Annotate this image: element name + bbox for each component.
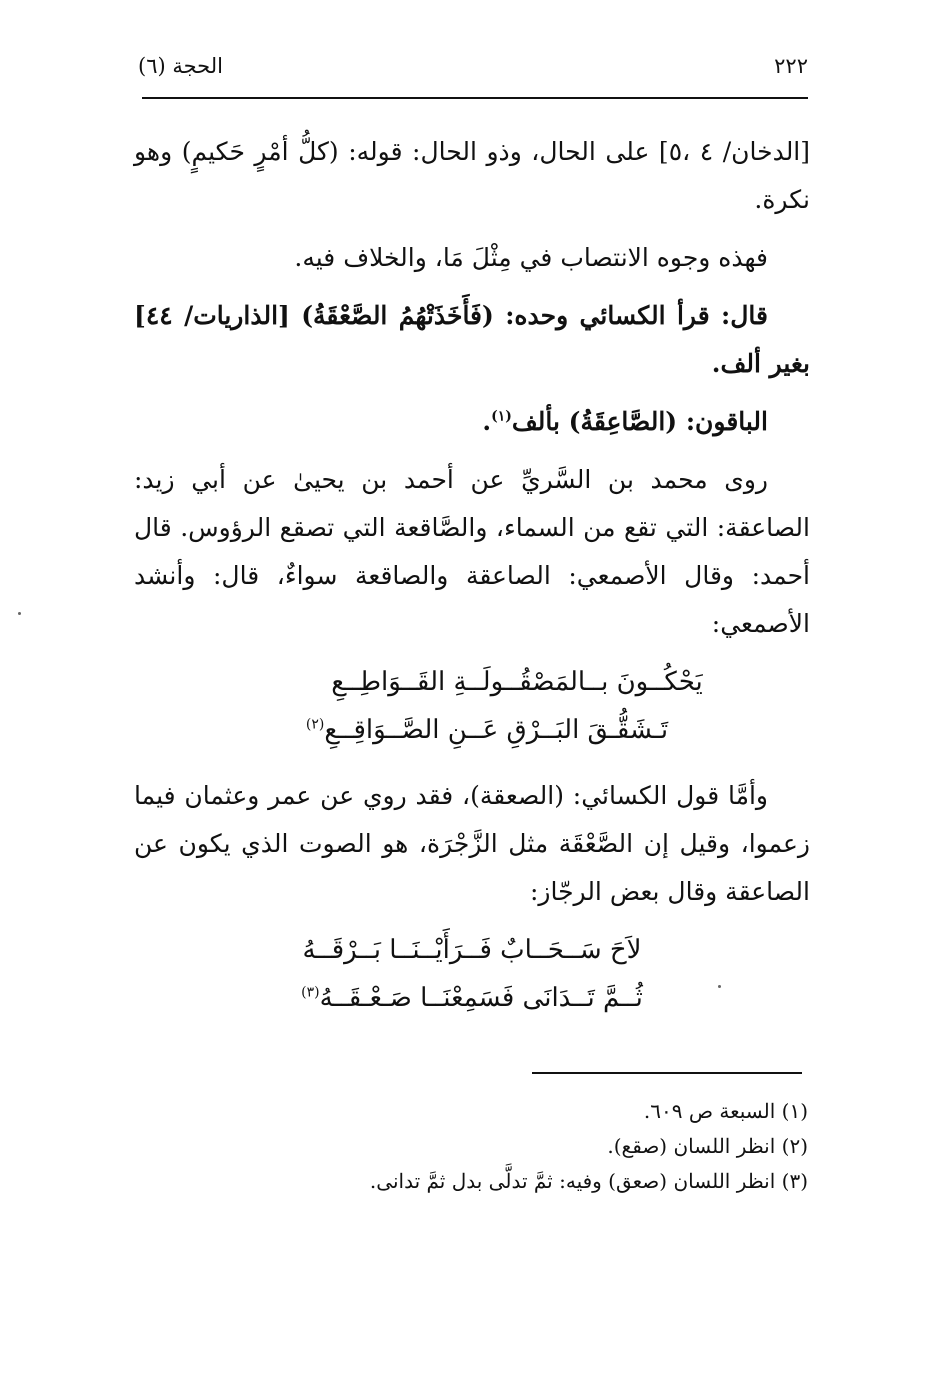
verse-1-line-2-text: تَـشَقُّـقَ البَــرْقِ عَــنِ الصَّــوَاقِــعِ: [324, 715, 669, 745]
footnote-ref-2: (٢): [305, 716, 325, 733]
page-number: ٢٢٢: [774, 54, 808, 78]
footnote-rule: [532, 1072, 802, 1074]
footnote-3: (٣) انظر اللسان (صعق) وفيه: ثمَّ تدلَّى بدل ثمَّ تدانى.: [369, 1169, 808, 1193]
footnotes: [134, 1094, 808, 1199]
paragraph-4-others-reading: [134, 398, 810, 446]
scan-speck: [18, 612, 21, 615]
scan-speck: [718, 985, 721, 988]
footnote-ref-3: (٣): [301, 984, 320, 1001]
verse-1-line-1: يَحْكُــونَ بــالمَصْقُــولَــةِ القَــوَاطِــعِ: [331, 667, 703, 697]
footnote-1: (١) السبعة ص ٦٠٩.: [643, 1099, 808, 1123]
footnote-ref-1: (١): [491, 408, 512, 425]
verse-2-line-2: [134, 974, 810, 1022]
header-rule: [142, 97, 808, 99]
verse-1: [134, 658, 810, 754]
paragraph-5: روى محمد بن السَّريِّ عن أحمد بن يحيىٰ عن أبي زيد: الصاعقة: التي تقع من السماء، والصَّاقعة التي تصقع الرؤوس. قال أحمد: وقال الأصمعي: الصاعقة والصاقعة سواءٌ، قال: وأنشد الأصمعي:: [134, 465, 810, 638]
running-title: الحجة (٦): [138, 54, 223, 78]
paragraph-1: [الدخان/ ٤ ،٥] على الحال، وذو الحال: قوله: (كلُّ أمْرٍ حَكيمٍ) وهو نكرة.: [134, 137, 811, 214]
paragraph-4-end: .: [482, 407, 492, 436]
paragraph-4-text: الباقون: (الصَّاعِقَةُ) بألف: [511, 407, 768, 436]
paragraph-2: فهذه وجوه الانتصاب في مِثْلَ مَا، والخلاف فيه.: [294, 243, 768, 272]
verse-2-line-2-text: ثُــمَّ تَــدَانَى فَسَمِعْنَــا صَـعْـقَــهُ: [319, 983, 643, 1013]
main-text: [134, 128, 810, 1040]
paragraph-3-reading-note: قال: قرأ الكسائي وحده: (فَأَخَذَتْهُمُ الصَّعْقَةُ) [الذاريات/ ٤٤] بغير ألف.: [134, 301, 810, 378]
verse-2: [134, 926, 810, 1022]
verse-1-line-2: [134, 706, 810, 754]
verse-2-line-1: لاَحَ سَــحَــابٌ فَــرَأَيْــنَــا بَــرْقَــهُ: [302, 935, 642, 965]
footnote-2: (٢) انظر اللسان (صقع).: [607, 1134, 808, 1158]
paragraph-6: وأمَّا قول الكسائي: (الصعقة)، فقد روي عن عمر وعثمان فيما زعموا، وقيل إن الصَّعْقَة مثل الزَّجْرَة، هو الصوت الذي يكون عن الصاعقة وقال بعض الرجّاز:: [134, 781, 810, 906]
page-header: [138, 50, 808, 90]
